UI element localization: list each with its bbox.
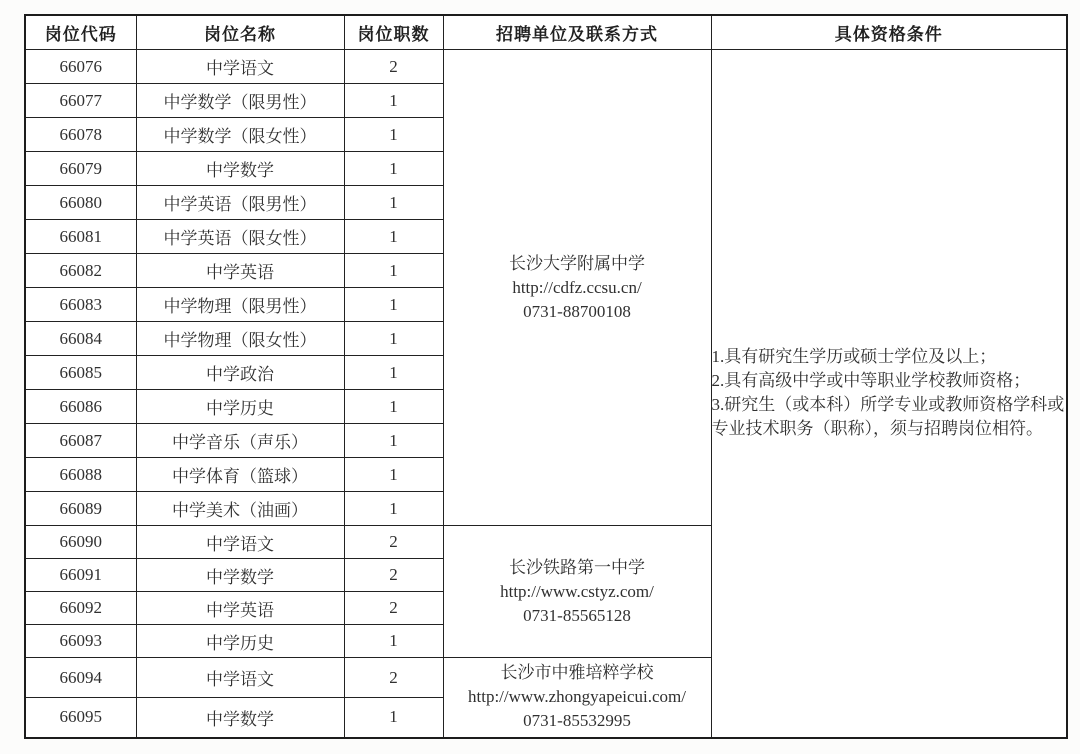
position-code: 66086: [25, 390, 136, 424]
position-count: 1: [344, 492, 443, 526]
position-name: 中学物理（限男性）: [136, 288, 344, 322]
col-header-position-count: 岗位职数: [344, 15, 443, 50]
col-header-qualifications: 具体资格条件: [711, 15, 1067, 50]
position-count: 1: [344, 288, 443, 322]
col-header-unit-contact: 招聘单位及联系方式: [443, 15, 711, 50]
unit-name: 长沙大学附属中学: [509, 253, 645, 273]
position-name: 中学数学: [136, 152, 344, 186]
unit-phone: 0731-88700108: [523, 301, 631, 321]
position-code: 66083: [25, 288, 136, 322]
position-code: 66078: [25, 118, 136, 152]
position-name: 中学体育（篮球）: [136, 458, 344, 492]
position-name: 中学英语: [136, 254, 344, 288]
position-count: 2: [344, 559, 443, 592]
position-name: 中学语文: [136, 526, 344, 559]
unit-name: 长沙铁路第一中学: [509, 557, 645, 577]
unit-phone: 0731-85532995: [523, 711, 631, 731]
unit-cell-zhongya-peicui: [443, 658, 711, 738]
unit-url: http://cdfz.ccsu.cn/: [512, 277, 642, 297]
col-header-position-name: 岗位名称: [136, 15, 344, 50]
position-count: 1: [344, 152, 443, 186]
position-count: 1: [344, 84, 443, 118]
position-count: 1: [344, 356, 443, 390]
unit-phone: 0731-85565128: [523, 605, 631, 625]
position-count: 1: [344, 220, 443, 254]
position-name: 中学音乐（声乐）: [136, 424, 344, 458]
table-row: [25, 50, 1067, 84]
position-name: 中学语文: [136, 50, 344, 84]
position-code: 66081: [25, 220, 136, 254]
position-name: 中学政治: [136, 356, 344, 390]
position-name: 中学英语（限男性）: [136, 186, 344, 220]
position-code: 66079: [25, 152, 136, 186]
position-code: 66085: [25, 356, 136, 390]
position-code: 66089: [25, 492, 136, 526]
position-count: 1: [344, 186, 443, 220]
unit-url: http://www.zhongyapeicui.com/: [468, 687, 686, 707]
position-code: 66087: [25, 424, 136, 458]
position-count: 2: [344, 526, 443, 559]
position-code: 66080: [25, 186, 136, 220]
position-count: 2: [344, 592, 443, 625]
position-code: 66094: [25, 658, 136, 698]
position-code: 66090: [25, 526, 136, 559]
position-name: 中学数学: [136, 559, 344, 592]
unit-name: 长沙市中雅培粹学校: [500, 663, 654, 683]
position-code: 66088: [25, 458, 136, 492]
position-code: 66077: [25, 84, 136, 118]
position-count: 1: [344, 698, 443, 738]
position-name: 中学历史: [136, 625, 344, 658]
position-name: 中学英语: [136, 592, 344, 625]
qualifications-cell: [711, 50, 1067, 738]
qualification-item-3: 3.研究生（或本科）所学专业或教师资格学科或专业技术职务（职称），须与招聘岗位相符。: [711, 395, 1065, 439]
position-name: 中学历史: [136, 390, 344, 424]
unit-url: http://www.cstyz.com/: [500, 581, 654, 601]
position-code: 66091: [25, 559, 136, 592]
unit-cell-changsha-university-affiliated: [443, 50, 711, 526]
position-name: 中学数学（限男性）: [136, 84, 344, 118]
position-code: 66093: [25, 625, 136, 658]
recruitment-table: [24, 14, 1068, 739]
position-count: 2: [344, 658, 443, 698]
position-count: 1: [344, 458, 443, 492]
position-count: 1: [344, 625, 443, 658]
position-count: 1: [344, 322, 443, 356]
position-name: 中学英语（限女性）: [136, 220, 344, 254]
unit-cell-changsha-railway-no1: [443, 526, 711, 658]
position-name: 中学美术（油画）: [136, 492, 344, 526]
header-row: [25, 15, 1067, 50]
position-code: 66082: [25, 254, 136, 288]
position-count: 1: [344, 254, 443, 288]
position-name: 中学数学（限女性）: [136, 118, 344, 152]
position-count: 1: [344, 424, 443, 458]
position-count: 1: [344, 118, 443, 152]
qualification-item-1: 1.具有研究生学历或硕士学位及以上；: [711, 347, 997, 367]
qualification-item-2: 2.具有高级中学或中等职业学校教师资格；: [711, 371, 1031, 391]
position-code: 66076: [25, 50, 136, 84]
position-code: 66092: [25, 592, 136, 625]
position-code: 66084: [25, 322, 136, 356]
position-count: 2: [344, 50, 443, 84]
position-name: 中学物理（限女性）: [136, 322, 344, 356]
position-name: 中学数学: [136, 698, 344, 738]
position-name: 中学语文: [136, 658, 344, 698]
position-count: 1: [344, 390, 443, 424]
col-header-position-code: 岗位代码: [25, 15, 136, 50]
position-code: 66095: [25, 698, 136, 738]
